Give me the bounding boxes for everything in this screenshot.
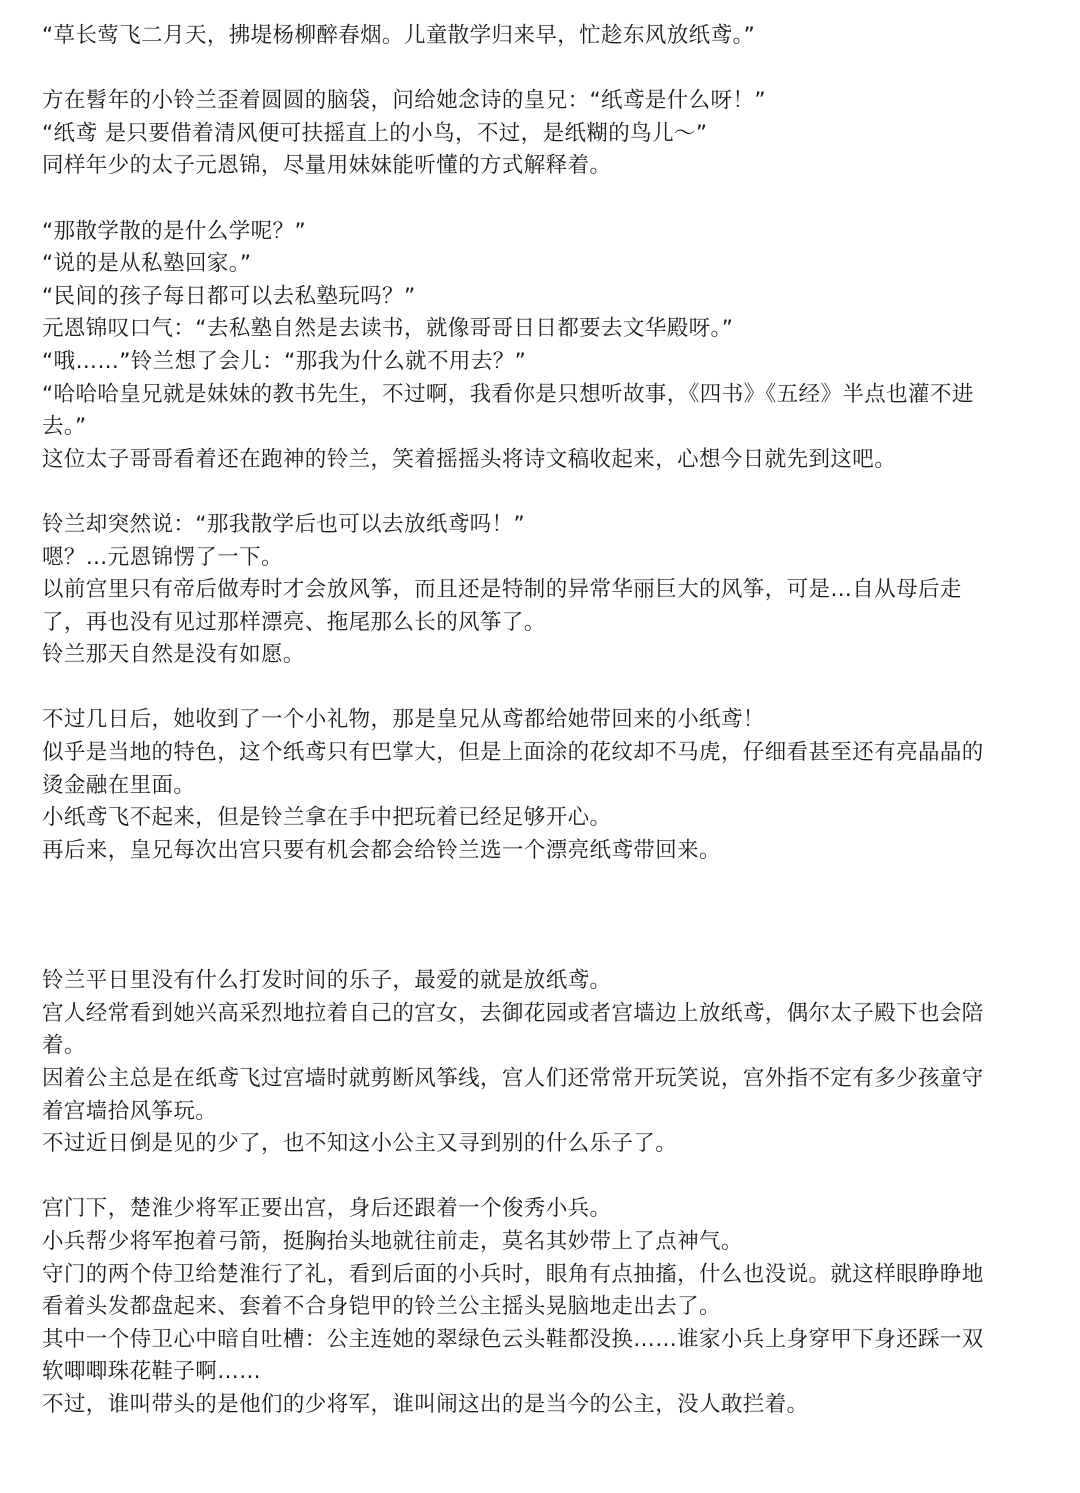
text-line: 因着公主总是在纸鸢飞过宫墙时就剪断风筝线，宫人们还常常开玩笑说，宫外指不定有多少孩童守 [42,1066,984,1092]
text-line: 铃兰却突然说：“那我散学后也可以去放纸鸢吗！” [42,511,525,537]
paragraph [42,965,1042,1161]
text-line: “哦……”铃兰想了会儿：“那我为什么就不用去？” [42,348,527,374]
paragraph [42,216,1042,477]
section-gap [42,867,1042,965]
text-line: “草长莺飞二月天，拂堤杨柳醉春烟。儿童散学归来早，忙趁东风放纸鸢。” [42,23,756,48]
paragraph-gap [42,183,1042,216]
text-line: 不过几日后，她收到了一个小礼物，那是皇兄从鸢都给她带回来的小纸鸢！ [42,707,765,733]
text-line: 铃兰平日里没有什么打发时间的乐子，最爱的就是放纸鸢。 [42,968,612,994]
text-line: 其中一个侍卫心中暗自吐槽：公主连她的翠绿色云头鞋都没换……谁家小兵上身穿甲下身还踩一双 [42,1326,984,1352]
text-line: 这位太子哥哥看着还在跑神的铃兰，笑着摇摇头将诗文稿收起来，心想今日就先到这吧。 [42,446,897,472]
paragraph [42,20,1042,53]
text-line: 嗯？…元恩锦愣了一下。 [42,544,283,570]
text-line: 不过近日倒是见的少了，也不知这小公主又寻到别的什么乐子了。 [42,1131,678,1157]
paragraph [42,85,1042,183]
text-line: 烫金融在里面。 [42,772,196,798]
text-line: 软唧唧珠花鞋子啊…… [42,1359,262,1385]
paragraph-gap [42,1161,1042,1194]
text-line: 宫门下，楚淮少将军正要出宫，身后还跟着一个俊秀小兵。 [42,1196,612,1222]
text-line: 看着头发都盘起来、套着不合身铠甲的铃兰公主摇头晃脑地走出去了。 [42,1294,721,1320]
document-body [42,20,1042,1422]
text-line: 了，再也没有见过那样漂亮、拖尾那么长的风筝了。 [42,609,546,635]
text-line: 着。 [42,1033,86,1059]
text-line: “民间的孩子每日都可以去私塾玩吗？” [42,283,416,309]
paragraph [42,1193,1042,1421]
text-line: 同样年少的太子元恩锦，尽量用妹妹能听懂的方式解释着。 [42,153,612,179]
text-line: 小兵帮少将军抱着弓箭，挺胸抬头地就往前走，莫名其妙带上了点神气。 [42,1228,743,1254]
text-line: “那散学散的是什么学呢？” [42,218,306,244]
text-line: 不过，谁叫带头的是他们的少将军，谁叫闹这出的是当今的公主，没人敢拦着。 [42,1391,809,1417]
text-line: “说的是从私塾回家。” [42,251,252,277]
text-line: 似乎是当地的特色，这个纸鸢只有巴掌大，但是上面涂的花纹却不马虎，仔细看甚至还有亮晶晶的 [42,740,984,766]
text-line: 去。” [42,414,87,440]
paragraph [42,509,1042,672]
paragraph-gap [42,476,1042,509]
text-line: 铃兰那天自然是没有如愿。 [42,642,305,668]
paragraph-gap [42,672,1042,705]
paragraph-gap [42,53,1042,86]
text-line: 方在髫年的小铃兰歪着圆圆的脑袋，问给她念诗的皇兄：“纸鸢是什么呀！” [42,88,766,114]
text-line: 宫人经常看到她兴高采烈地拉着自己的宫女，去御花园或者宫墙边上放纸鸢，偶尔太子殿下也会陪 [42,1000,984,1026]
text-line: 守门的两个侍卫给楚淮行了礼，看到后面的小兵时，眼角有点抽搐，什么也没说。就这样眼睁睁地 [42,1261,984,1287]
text-line: “哈哈哈皇兄就是妹妹的教书先生，不过啊，我看你是只想听故事，《四书》《五经》半点也灌不进 [42,381,974,407]
text-line: 再后来，皇兄每次出宫只要有机会都会给铃兰选一个漂亮纸鸢带回来。 [42,837,721,863]
paragraph [42,704,1042,867]
text-line: 着宫墙拾风筝玩。 [42,1098,218,1124]
text-line: 元恩锦叹口气：“去私塾自然是去读书，就像哥哥日日都要去文华殿呀。” [42,316,734,342]
text-line: 小纸鸢飞不起来，但是铃兰拿在手中把玩着已经足够开心。 [42,805,612,831]
text-line: “纸鸢 是只要借着清风便可扶摇直上的小鸟，不过，是纸糊的鸟儿～” [42,120,708,146]
text-line: 以前宫里只有帝后做寿时才会放风筝，而且还是特制的异常华丽巨大的风筝，可是…自从母后走 [42,577,962,603]
